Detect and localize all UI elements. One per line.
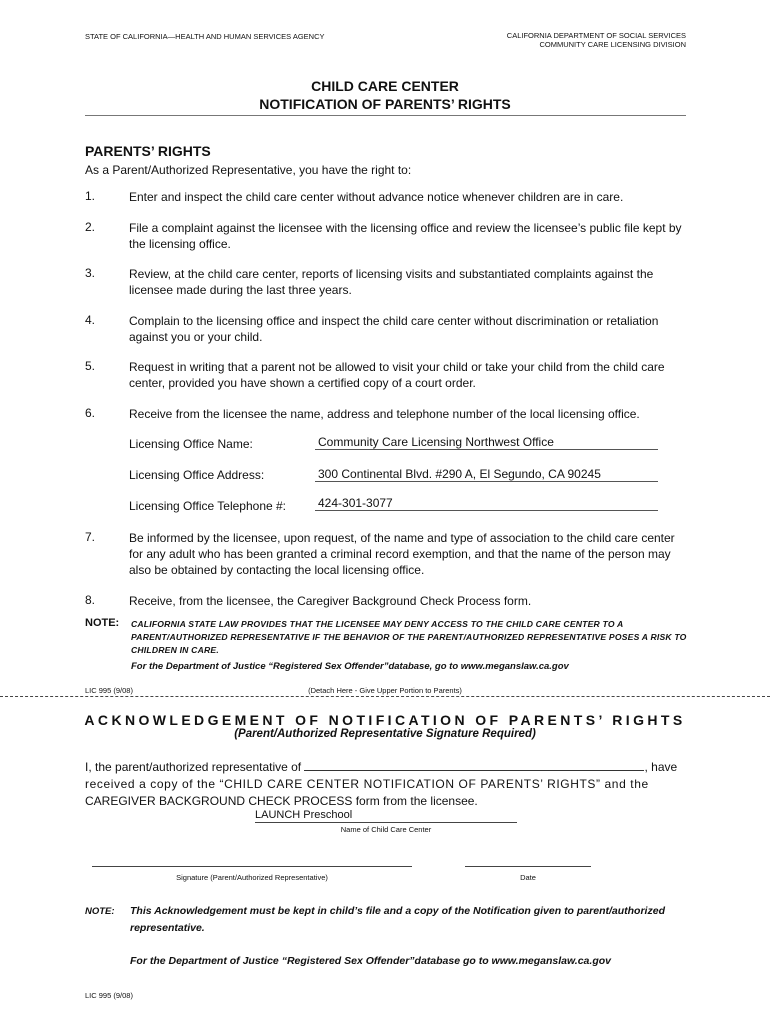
department-line-1: CALIFORNIA DEPARTMENT OF SOCIAL SERVICES: [506, 31, 686, 40]
acknowledgement-statement: [85, 758, 687, 810]
right-text: Complain to the licensing office and inspect the child care center without discrimination or retaliation against you or your child.: [129, 314, 659, 344]
licensing-office-address-label: Licensing Office Address:: [129, 468, 265, 482]
date-caption: Date: [520, 873, 536, 882]
statement-have: , have: [644, 760, 678, 774]
right-number: 7.: [85, 530, 96, 544]
licensing-office-name-field[interactable]: Community Care Licensing Northwest Office: [315, 435, 658, 450]
licensing-office-address-field[interactable]: 300 Continental Blvd. #290 A, El Segundo, CA 90245: [315, 467, 658, 482]
right-number: 3.: [85, 266, 96, 280]
acknowledgement-title: ACKNOWLEDGEMENT OF NOTIFICATION OF PARENTS’ RIGHTS: [84, 712, 686, 728]
acknowledgement-doj-note: For the Department of Justice “Registered Sex Offender”database go to www.meganslaw.ca.gov: [130, 955, 611, 967]
detach-line: [0, 696, 770, 697]
right-text: Enter and inspect the child care center without advance notice whenever children are in care.: [129, 190, 624, 204]
right-number: 2.: [85, 220, 96, 234]
licensing-office-telephone-label: Licensing Office Telephone #:: [129, 499, 287, 513]
licensing-office-telephone-field[interactable]: 424-301-3077: [315, 496, 658, 511]
acknowledgement-note-body: This Acknowledgement must be kept in child’s file and a copy of the Notification given to parent/authorized representative.: [130, 905, 665, 934]
detach-instruction: (Detach Here - Give Upper Portion to Parents): [308, 686, 462, 695]
page-title-line-2: NOTIFICATION OF PARENTS’ RIGHTS: [259, 96, 511, 112]
child-name-field[interactable]: [304, 758, 644, 771]
right-number: 4.: [85, 313, 96, 327]
page-title-line-1: CHILD CARE CENTER: [311, 78, 459, 94]
date-field[interactable]: [465, 866, 591, 867]
right-text: Receive from the licensee the name, address and telephone number of the local licensing office.: [129, 407, 640, 421]
signature-caption: Signature (Parent/Authorized Representative): [176, 873, 328, 882]
right-number: 8.: [85, 593, 96, 607]
right-number: 6.: [85, 406, 96, 420]
child-care-center-name-caption: Name of Child Care Center: [340, 825, 432, 834]
parents-rights-intro: As a Parent/Authorized Representative, you have the right to:: [85, 163, 412, 177]
right-text: Receive, from the licensee, the Caregiver Background Check Process form.: [129, 594, 532, 608]
note-label: NOTE:: [85, 617, 120, 629]
form-id-upper: LIC 995 (9/08): [85, 686, 133, 695]
statement-start: I, the parent/authorized representative of: [85, 760, 302, 774]
right-number: 1.: [85, 189, 96, 203]
doj-database-note: For the Department of Justice “Registered Sex Offender”database, go to www.meganslaw.ca.gov: [131, 661, 569, 672]
department-line-2: COMMUNITY CARE LICENSING DIVISION: [539, 40, 686, 49]
title-divider: [85, 115, 686, 116]
statement-line-2: received a copy of the “CHILD CARE CENTER NOTIFICATION OF PARENTS’ RIGHTS” and the: [85, 777, 649, 791]
licensing-office-name-label: Licensing Office Name:: [129, 437, 253, 451]
child-care-center-name-field[interactable]: LAUNCH Preschool: [255, 808, 517, 823]
form-id-footer: LIC 995 (9/08): [85, 991, 133, 1000]
acknowledgement-subtitle: (Parent/Authorized Representative Signature Required): [234, 728, 536, 740]
note-body: CALIFORNIA STATE LAW PROVIDES THAT THE LICENSEE MAY DENY ACCESS TO THE CHILD CARE CENTER TO A PARENT/AUTHORIZED REPRESENTATIVE IF THE BEHAVIOR OF THE PARENT/AUTHORIZED REPRESENTATIVE POSES A RISK TO CHILDREN IN CARE.: [131, 619, 687, 655]
department-header: [507, 31, 686, 49]
right-text: Request in writing that a parent not be allowed to visit your child or take your child from the child care center, provided you have shown a certified copy of a court order.: [129, 360, 665, 390]
signature-field[interactable]: [92, 866, 412, 867]
right-number: 5.: [85, 359, 96, 373]
acknowledgement-note-label: NOTE:: [85, 906, 115, 917]
agency-header: STATE OF CALIFORNIA—HEALTH AND HUMAN SERVICES AGENCY: [85, 32, 325, 41]
right-text: Review, at the child care center, reports of licensing visits and substantiated complaints against the licensee made during the last three years.: [129, 267, 654, 297]
right-text: File a complaint against the licensee with the licensing office and review the licensee’s public file kept by the licensing office.: [129, 221, 682, 251]
statement-line-3: CAREGIVER BACKGROUND CHECK PROCESS form from the licensee.: [85, 794, 478, 808]
parents-rights-heading: PARENTS’ RIGHTS: [85, 143, 211, 159]
right-text: Be informed by the licensee, upon request, of the name and type of association to the child care center for any adult who has been granted a criminal record exemption, and that the name of the person may also be obtained by contacting the local licensing office.: [129, 531, 675, 577]
